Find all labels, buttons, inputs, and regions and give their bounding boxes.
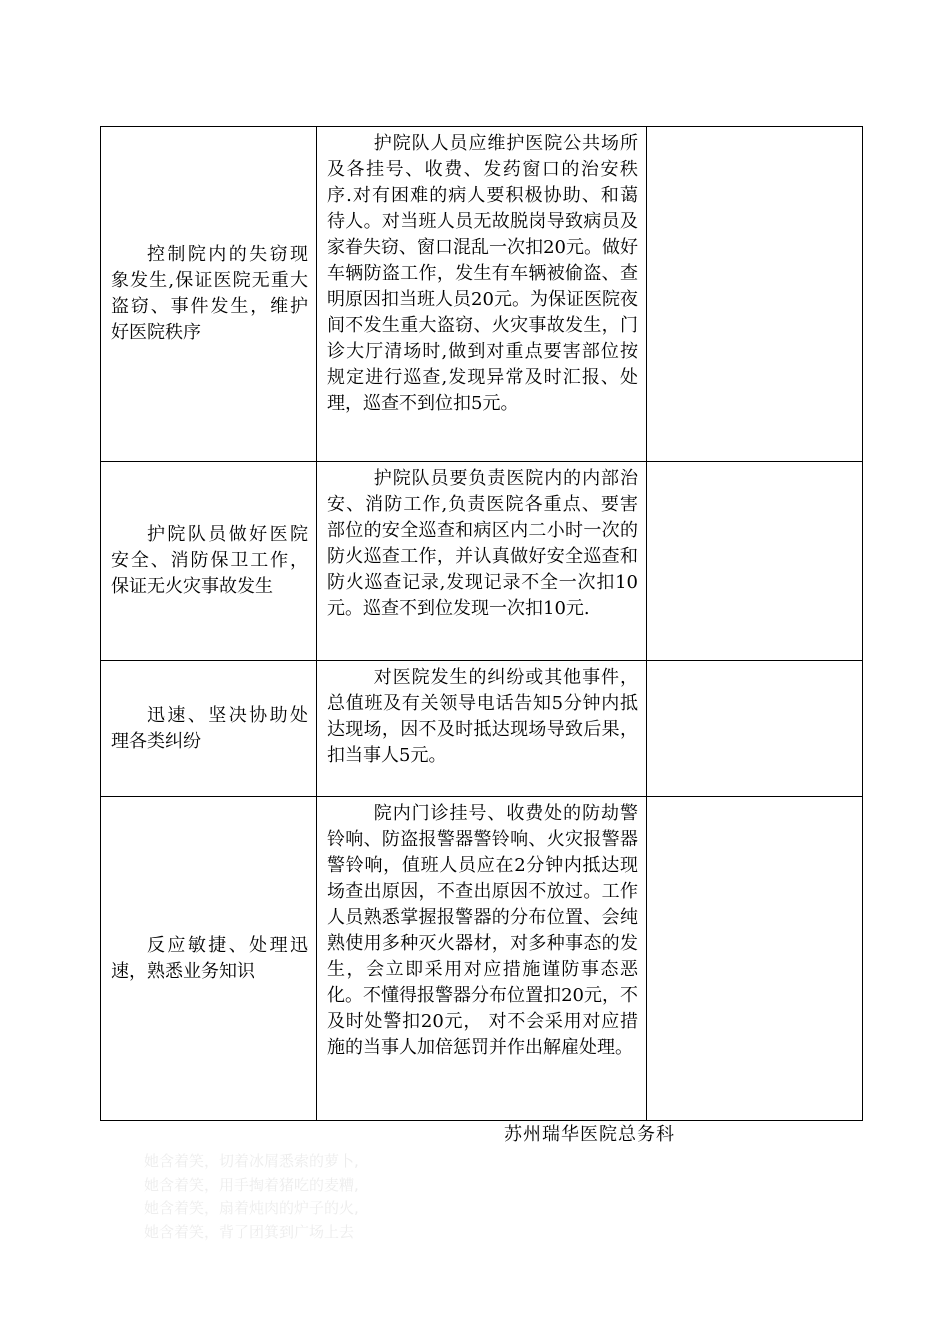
signature: 苏州瑞华医院总务科 [504,1124,675,1145]
watermark-line: 她含着笑，切着冰屑悉索的萝卜, [144,1152,359,1170]
rule-cell: 对医院发生的纠纷或其他事件，总值班及有关领导电话告知5分钟内抵达现场，因不及时抵达现场导致后果，扣当事人5元。 [317,661,647,797]
blank-cell [647,127,863,462]
rule-cell: 院内门诊挂号、收费处的防劫警铃响、防盗报警器警铃响、火灾报警器警铃响，值班人员应在2分钟内抵达现场查出原因，不查出原因不放过。工作人员熟悉掌握报警器的分布位置、会纯熟使用多种灭火器材，对多种事态的发生，会立即采用对应措施谨防事态恶化。不懂得报警器分布位置扣20元，不及时处警扣20元， 对不会采用对应措施的当事人加倍惩罚并作出解雇处理。 [317,797,647,1121]
table-row [101,127,863,462]
watermark-line: 她含着笑，背了团箕到广场上去 [144,1222,355,1241]
table-row [101,661,863,797]
table-row [101,462,863,661]
rules-table [100,126,863,1121]
blank-cell [647,661,863,797]
goal-cell: 迅速、坚决协助处理各类纠纷 [101,661,317,797]
goal-cell: 反应敏捷、处理迅速，熟悉业务知识 [101,797,317,1121]
watermark-line: 她含着笑，用手掏着猪吃的麦糟, [144,1175,359,1194]
table-row [101,797,863,1121]
goal-cell: 控制院内的失窃现象发生,保证医院无重大盗窃、事件发生，维护好医院秩序 [101,127,317,462]
rule-cell: 护院队人员应维护医院公共场所及各挂号、收费、发药窗口的治安秩序.对有困难的病人要积极协助、和蔼待人。对当班人员无故脱岗导致病员及家眷失窃、窗口混乱一次扣20元。做好车辆防盗工作，发生有车辆被偷盗、查明原因扣当班人员20元。为保证医院夜间不发生重大盗窃、火灾事故发生，门诊大厅清场时,做到对重点要害部位按规定进行巡查,发现异常及时汇报、处理，巡查不到位扣5元。 [317,127,647,462]
blank-cell [647,462,863,661]
watermark-text [144,1150,359,1244]
goal-cell: 护院队员做好医院安全、消防保卫工作，保证无火灾事故发生 [101,462,317,661]
blank-cell [647,797,863,1121]
rule-cell: 护院队员要负责医院内的内部治安、消防工作,负责医院各重点、要害部位的安全巡查和病区内二小时一次的防火巡查工作，并认真做好安全巡查和防火巡查记录,发现记录不全一次扣10元。巡查不到位发现一次扣10元. [317,462,647,661]
watermark-line: 她含着笑，扇着炖肉的炉子的火, [144,1199,359,1217]
